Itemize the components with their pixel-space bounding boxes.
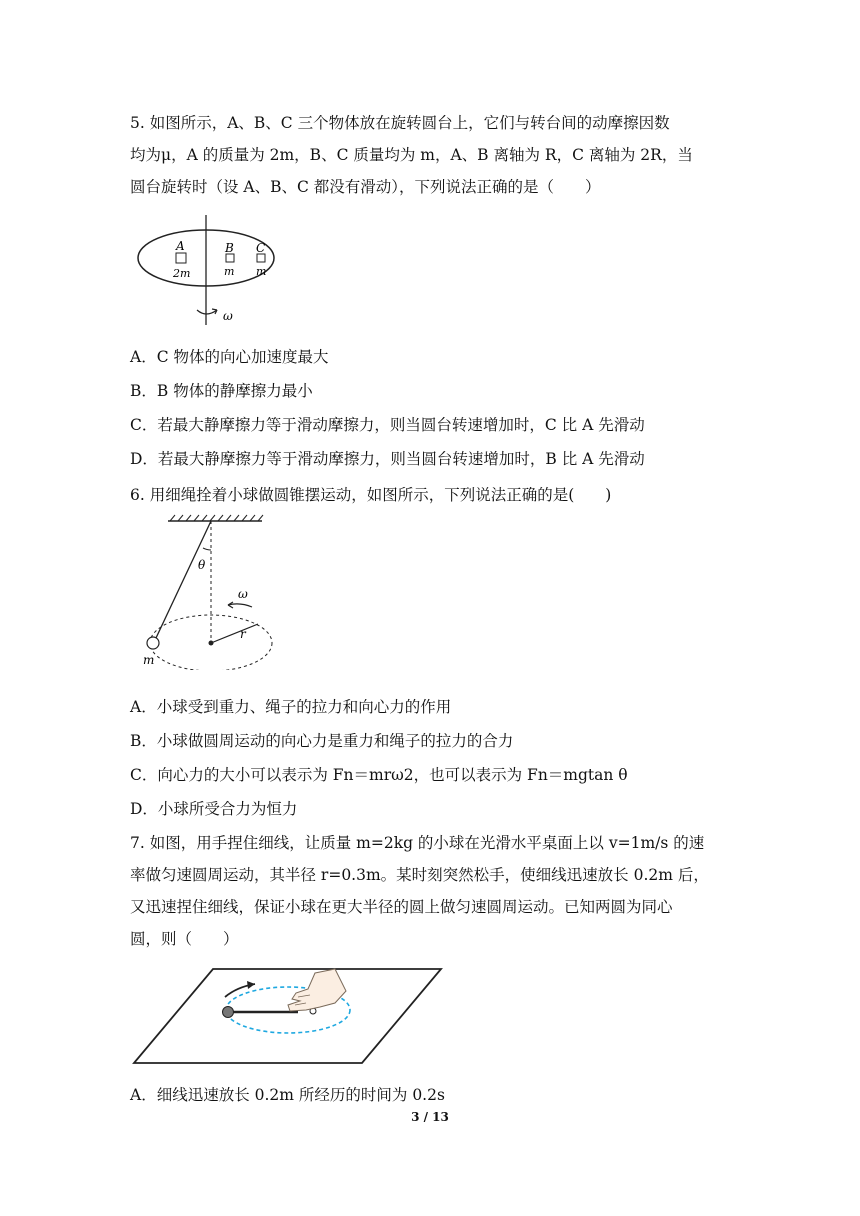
- q6-option-b: B．小球做圆周运动的向心力是重力和绳子的拉力的合力: [130, 732, 514, 750]
- q5-turntable-figure: [135, 210, 285, 335]
- ball: [147, 637, 159, 649]
- block-c: [257, 254, 265, 262]
- block-b: [226, 254, 234, 262]
- question-7-text: [130, 827, 730, 955]
- mass-c: m: [256, 265, 267, 278]
- label-b: B: [225, 241, 234, 255]
- mass-label: m: [143, 653, 155, 667]
- q5-line-2: 均为μ，A 的质量为 2m，B、C 质量均为 m，A、B 离轴为 R，C 离轴为 2R，当: [130, 146, 693, 164]
- q6-option-d: D．小球所受合力为恒力: [130, 800, 298, 818]
- q6-option-c: C．向心力的大小可以表示为 Fn＝mrω2，也可以表示为 Fn＝mgtan θ: [130, 766, 628, 784]
- q7-line-4: 圆，则（ ）: [130, 930, 239, 948]
- q5-option-d: D．若最大静摩擦力等于滑动摩擦力，则当圆台转速增加时，B 比 A 先滑动: [130, 450, 645, 468]
- mass-b: m: [224, 265, 235, 278]
- q7-line-2: 率做匀速圆周运动，其半径 r=0.3m。某时刻突然松手，使细线迅速放长 0.2m 后，: [130, 866, 709, 884]
- q7-line-1: 7. 如图，用手捏住细线，让质量 m=2kg 的小球在光滑水平桌面上以 v=1m/s 的速: [130, 834, 705, 852]
- question-5-text: [130, 107, 730, 203]
- q6-conical-pendulum-figure: [140, 512, 280, 670]
- ceiling-hatch: [170, 515, 263, 521]
- q5-line-1: 5. 如图所示，A、B、C 三个物体放在旋转圆台上，它们与转台间的动摩擦因数: [130, 114, 670, 132]
- ball: [223, 1007, 234, 1018]
- block-a: [176, 253, 186, 263]
- omega-label: ω: [238, 587, 248, 601]
- radius-label: r: [240, 627, 246, 641]
- q7-line-3: 又迅速捏住细线，保证小球在更大半径的圆上做匀速圆周运动。已知两圆为同心: [130, 898, 673, 916]
- rotation-arrow: [197, 310, 217, 314]
- label-c: C: [256, 241, 266, 255]
- string: [156, 521, 211, 638]
- q5-option-c: C．若最大静摩擦力等于滑动摩擦力，则当圆台转速增加时，C 比 A 先滑动: [130, 416, 645, 434]
- radius-line: [211, 624, 258, 643]
- q7-option-a: A．细线迅速放长 0.2m 所经历的时间为 0.2s: [130, 1086, 445, 1104]
- q7-table-figure: [130, 965, 445, 1067]
- q5-option-b: B．B 物体的静摩擦力最小: [130, 382, 313, 400]
- theta-arc: [203, 548, 211, 550]
- question-6-text: 6. 用细绳拴着小球做圆锥摆运动，如图所示，下列说法正确的是( ): [130, 486, 612, 504]
- page-number: 3 / 13: [411, 1110, 449, 1124]
- table-surface: [134, 969, 441, 1063]
- q5-line-3: 圆台旋转时（设 A、B、C 都没有滑动），下列说法正确的是（ ）: [130, 178, 601, 196]
- hand-icon: [288, 969, 346, 1011]
- q5-option-a: A．C 物体的向心加速度最大: [130, 348, 329, 366]
- mass-a: 2m: [173, 267, 191, 280]
- label-a: A: [176, 239, 185, 253]
- omega-label: ω: [223, 309, 233, 323]
- theta-label: θ: [198, 558, 206, 572]
- q6-option-a: A．小球受到重力、绳子的拉力和向心力的作用: [130, 698, 452, 716]
